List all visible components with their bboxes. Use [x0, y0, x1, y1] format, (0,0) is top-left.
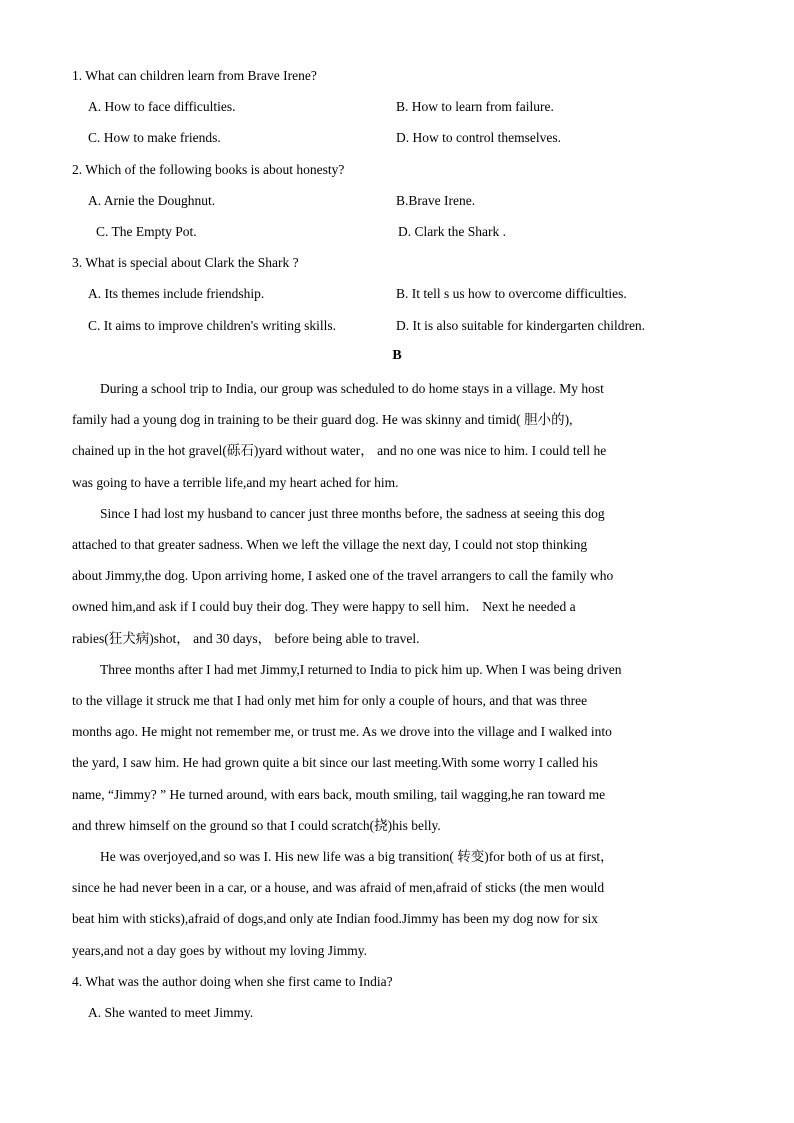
passage-line: rabies(狂犬病)shot， and 30 days， before being able to travel. [72, 631, 420, 646]
question-2-option-c: C. The Empty Pot. [96, 224, 197, 239]
passage-line: family had a young dog in training to be their guard dog. He was skinny and timid( 胆小的), [72, 412, 573, 427]
passage-line: chained up in the hot gravel(砾石)yard without water， and no one was nice to him. I could tell he [72, 443, 607, 458]
question-3-stem: 3. What is special about Clark the Shark ? [72, 255, 299, 270]
question-1-option-b: B. How to learn from failure. [396, 99, 554, 114]
question-1-option-a: A. How to face difficulties. [88, 99, 236, 114]
question-3-option-c: C. It aims to improve children's writing skills. [88, 318, 337, 333]
passage-line: owned him,and ask if I could buy their dog. They were happy to sell him． Next he needed a [72, 599, 576, 614]
passage-line: He was overjoyed,and so was I. His new life was a big transition( 转变)for both of us at first， [100, 849, 614, 864]
question-2-option-b: B.Brave Irene. [396, 193, 476, 208]
question-1-stem: 1. What can children learn from Brave Irene? [72, 68, 317, 83]
passage-line: years,and not a day goes by without my loving Jimmy. [72, 943, 367, 958]
question-2-option-d: D. Clark the Shark . [398, 224, 506, 239]
passage-line: months ago. He might not remember me, or trust me. As we drove into the village and I walked into [72, 724, 612, 739]
passage-line: During a school trip to India, our group was scheduled to do home stays in a village. My host [100, 381, 604, 396]
question-3-option-b: B. It tell s us how to overcome difficulties. [396, 286, 627, 301]
passage-line: and threw himself on the ground so that I could scratch(挠)his belly. [72, 818, 441, 833]
section-b-heading: B [392, 348, 402, 363]
question-3-option-a: A. Its themes include friendship. [88, 286, 265, 301]
question-2-stem: 2. Which of the following books is about honesty? [72, 162, 345, 177]
question-1-option-c: C. How to make friends. [88, 130, 221, 145]
passage-line: attached to that greater sadness. When we left the village the next day, I could not stop thinking [72, 537, 588, 552]
passage-line: was going to have a terrible life,and my heart ached for him. [72, 475, 399, 490]
question-2-option-a: A. Arnie the Doughnut. [88, 193, 216, 208]
question-1-option-d: D. How to control themselves. [396, 130, 561, 145]
passage-line: about Jimmy,the dog. Upon arriving home, I asked one of the travel arrangers to call the family who [72, 568, 614, 583]
passage-line: name, “Jimmy? ” He turned around, with ears back, mouth smiling, tail wagging,he ran toward me [72, 787, 606, 802]
passage-line: to the village it struck me that I had only met him for only a couple of hours, and that was three [72, 693, 588, 708]
passage-line: the yard, I saw him. He had grown quite a bit since our last meeting.With some worry I called his [72, 755, 598, 770]
passage-line: since he had never been in a car, or a house, and was afraid of men,afraid of sticks (the men would [72, 880, 605, 895]
passage-line: Since I had lost my husband to cancer just three months before, the sadness at seeing this dog [100, 506, 605, 521]
question-4-option-a: A. She wanted to meet Jimmy. [88, 1005, 254, 1020]
passage-line: beat him with sticks),afraid of dogs,and only ate Indian food.Jimmy has been my dog now for six [72, 911, 599, 926]
question-3-option-d: D. It is also suitable for kindergarten children. [396, 318, 646, 333]
passage-line: Three months after I had met Jimmy,I returned to India to pick him up. When I was being driven [100, 662, 622, 677]
question-4-stem: 4. What was the author doing when she first came to India? [72, 974, 393, 989]
